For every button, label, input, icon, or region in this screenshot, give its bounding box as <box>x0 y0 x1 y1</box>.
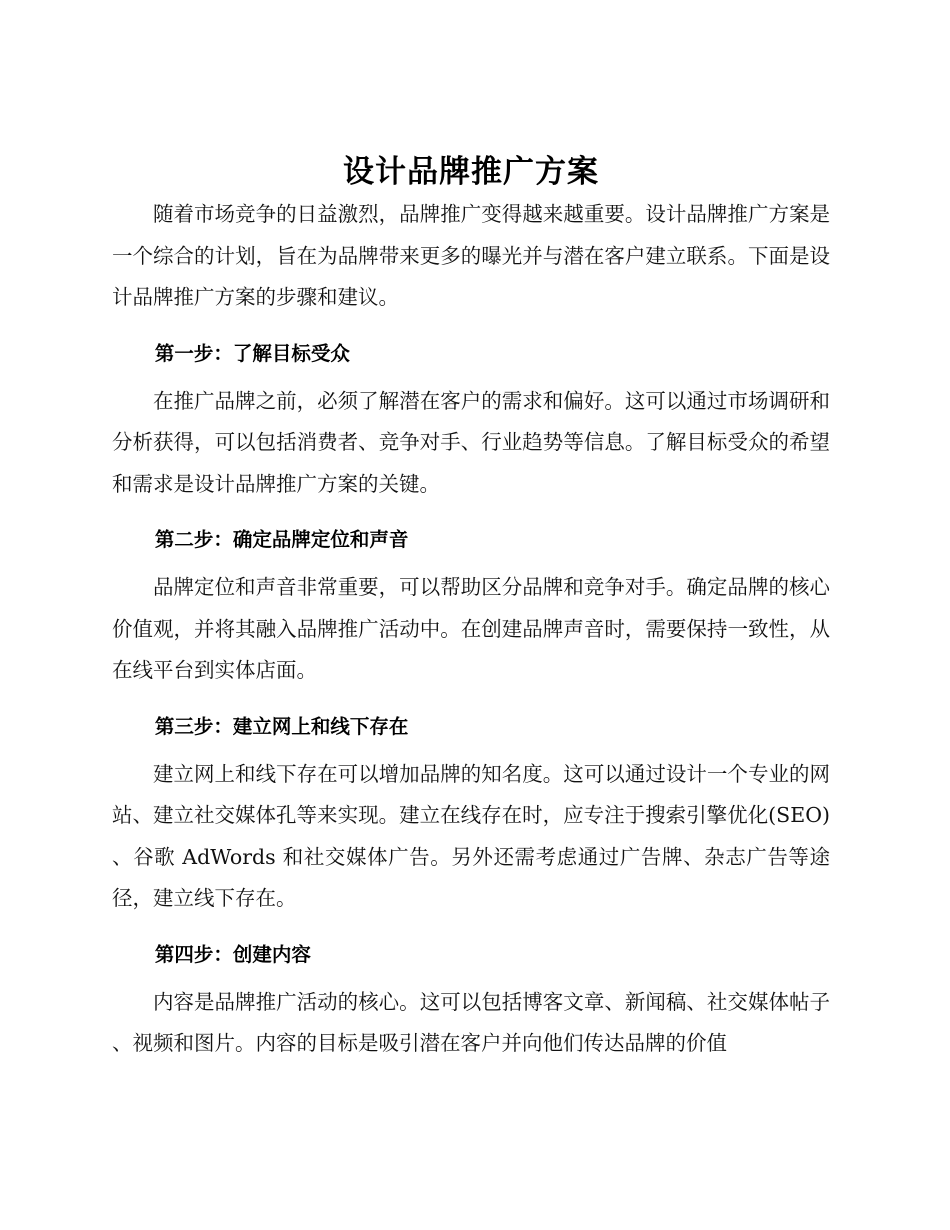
step-4-body: 内容是品牌推广活动的核心。这可以包括博客文章、新闻稿、社交媒体帖子、视频和图片。内容的目标是吸引潜在客户并向他们传达品牌的价值 <box>112 989 830 1055</box>
step-1-section <box>112 339 830 506</box>
step-2-body: 品牌定位和声音非常重要，可以帮助区分品牌和竞争对手。确定品牌的核心价值观，并将其融入品牌推广活动中。在创建品牌声音时，需要保持一致性，从在线平台到实体店面。 <box>112 575 830 682</box>
step-1-heading: 第一步：了解目标受众 <box>154 341 350 365</box>
intro-paragraph: 随着市场竞争的日益激烈，品牌推广变得越来越重要。设计品牌推广方案是一个综合的计划，旨在为品牌带来更多的曝光并与潜在客户建立联系。下面是设计品牌推广方案的步骤和建议。 <box>112 202 830 309</box>
step-1-body: 在推广品牌之前，必须了解潜在客户的需求和偏好。这可以通过市场调研和分析获得，可以包括消费者、竞争对手、行业趋势等信息。了解目标受众的希望和需求是设计品牌推广方案的关键。 <box>112 388 830 496</box>
document-title: 设计品牌推广方案 <box>343 154 599 190</box>
document-page <box>112 150 830 1065</box>
step-4-heading: 第四步：创建内容 <box>154 942 311 966</box>
step-3-heading: 第三步：建立网上和线下存在 <box>154 714 409 738</box>
step-4-section <box>112 940 830 1065</box>
step-2-heading: 第二步：确定品牌定位和声音 <box>154 528 409 551</box>
step-3-section <box>112 712 830 920</box>
step-2-section <box>112 525 830 692</box>
step-3-body: 建立网上和线下存在可以增加品牌的知名度。这可以通过设计一个专业的网站、建立社交媒体孔等来实现。建立在线存在时，应专注于搜索引擎优化(SEO)、谷歌 AdWords 和社交媒体广告。另外还需考虑通过广告牌、杂志广告等途径，建立线下存在。 <box>112 761 830 910</box>
